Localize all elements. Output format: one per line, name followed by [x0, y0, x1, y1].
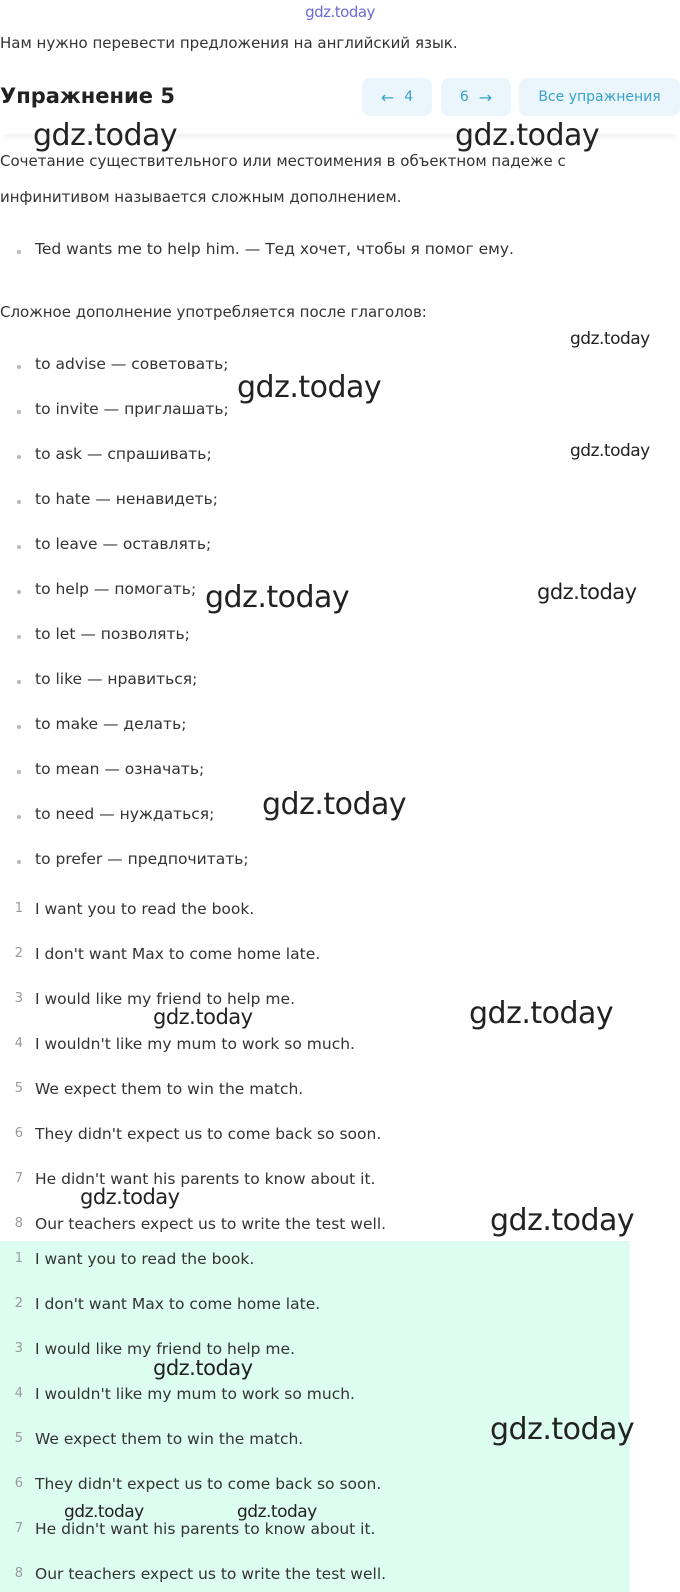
- sentence-text: I would like my friend to help me.: [35, 990, 295, 1008]
- bullet-icon: [17, 770, 21, 774]
- watermark: gdz.today: [80, 1185, 180, 1209]
- verb-text: to mean — означать;: [35, 760, 205, 778]
- item-number: 8: [14, 1566, 23, 1581]
- arrow-left-icon: ←: [380, 87, 395, 107]
- bullet-icon: [17, 410, 21, 414]
- watermark: gdz.today: [64, 1502, 144, 1522]
- item-number: 5: [14, 1081, 23, 1096]
- sentence-text: We expect them to win the match.: [35, 1430, 304, 1448]
- verb-text: to invite — приглашать;: [35, 400, 229, 418]
- verb-text: to like — нравиться;: [35, 670, 198, 688]
- item-number: 2: [14, 946, 23, 961]
- verb-text: to need — нуждаться;: [35, 805, 215, 823]
- prev-exercise-button[interactable]: [362, 78, 432, 116]
- sentence-text: I would like my friend to help me.: [35, 1340, 295, 1358]
- sentence-text: Our teachers expect us to write the test well.: [35, 1565, 387, 1583]
- intro-text: Нам нужно перевести предложения на английский язык.: [0, 34, 458, 52]
- watermark: gdz.today: [570, 441, 650, 461]
- item-number: 3: [14, 1341, 23, 1356]
- watermark: gdz.today: [570, 329, 650, 349]
- watermark: gdz.today: [537, 580, 637, 604]
- bullet-icon: [17, 545, 21, 549]
- definition-line-2: инфинитивом называется сложным дополнением.: [0, 188, 402, 206]
- watermark: gdz.today: [153, 1005, 253, 1029]
- watermark: gdz.today: [153, 1356, 253, 1380]
- item-number: 2: [14, 1296, 23, 1311]
- sentence-text: I want you to read the book.: [35, 1250, 255, 1268]
- watermark: gdz.today: [205, 580, 350, 615]
- all-exercises-button[interactable]: [519, 78, 680, 116]
- bullet-icon: [17, 590, 21, 594]
- bullet-icon: [17, 455, 21, 459]
- watermark: gdz.today: [490, 1203, 635, 1238]
- arrow-right-icon: →: [478, 87, 493, 107]
- item-number: 8: [14, 1216, 23, 1231]
- verb-text: to advise — советовать;: [35, 355, 229, 373]
- sentence-text: I wouldn't like my mum to work so much.: [35, 1035, 355, 1053]
- watermark: gdz.today: [33, 118, 178, 153]
- bullet-icon: [17, 250, 21, 254]
- watermark: gdz.today: [237, 370, 382, 405]
- bullet-icon: [17, 815, 21, 819]
- verb-text: to ask — спрашивать;: [35, 445, 212, 463]
- item-number: 5: [14, 1431, 23, 1446]
- bullet-icon: [17, 635, 21, 639]
- sentence-text: I want you to read the book.: [35, 900, 255, 918]
- all-exercises-label: Все упражнения: [538, 89, 661, 105]
- definition-line-1: Сочетание существительного или местоимения в объектном падеже с: [0, 152, 566, 170]
- sentence-text: Our teachers expect us to write the test well.: [35, 1215, 387, 1233]
- verb-text: to hate — ненавидеть;: [35, 490, 218, 508]
- item-number: 3: [14, 991, 23, 1006]
- bullet-icon: [17, 725, 21, 729]
- sentence-text: They didn't expect us to come back so soon.: [35, 1475, 382, 1493]
- item-number: 7: [14, 1521, 23, 1536]
- prev-exercise-label: 4: [404, 89, 414, 105]
- bullet-icon: [17, 860, 21, 864]
- example-text: Ted wants me to help him. — Тед хочет, чтобы я помог ему.: [35, 240, 514, 258]
- item-number: 4: [14, 1036, 23, 1051]
- item-number: 1: [14, 901, 23, 916]
- bullet-icon: [17, 500, 21, 504]
- verb-text: to help — помогать;: [35, 580, 197, 598]
- sentence-text: I wouldn't like my mum to work so much.: [35, 1385, 355, 1403]
- verb-text: to leave — оставлять;: [35, 535, 212, 553]
- watermark: gdz.today: [455, 118, 600, 153]
- sentence-text: They didn't expect us to come back so soon.: [35, 1125, 382, 1143]
- sentence-text: I don't want Max to come home late.: [35, 945, 321, 963]
- next-exercise-button[interactable]: [441, 78, 511, 116]
- watermark: gdz.today: [237, 1502, 317, 1522]
- watermark: gdz.today: [469, 996, 614, 1031]
- watermark: gdz.today: [262, 787, 407, 822]
- watermark: gdz.today: [490, 1412, 635, 1447]
- exercise-title: Упражнение 5: [0, 84, 175, 108]
- item-number: 1: [14, 1251, 23, 1266]
- sentence-text: We expect them to win the match.: [35, 1080, 304, 1098]
- sentence-text: He didn't want his parents to know about it.: [35, 1170, 376, 1188]
- sentence-text: I don't want Max to come home late.: [35, 1295, 321, 1313]
- verbs-intro: Сложное дополнение употребляется после глаголов:: [0, 303, 427, 321]
- item-number: 6: [14, 1476, 23, 1491]
- verb-text: to make — делать;: [35, 715, 187, 733]
- next-exercise-label: 6: [459, 89, 469, 105]
- bullet-icon: [17, 680, 21, 684]
- item-number: 6: [14, 1126, 23, 1141]
- site-logo[interactable]: gdz.today: [305, 3, 375, 21]
- item-number: 4: [14, 1386, 23, 1401]
- sentence-text: He didn't want his parents to know about it.: [35, 1520, 376, 1538]
- item-number: 7: [14, 1171, 23, 1186]
- bullet-icon: [17, 365, 21, 369]
- verb-text: to prefer — предпочитать;: [35, 850, 249, 868]
- verb-text: to let — позволять;: [35, 625, 190, 643]
